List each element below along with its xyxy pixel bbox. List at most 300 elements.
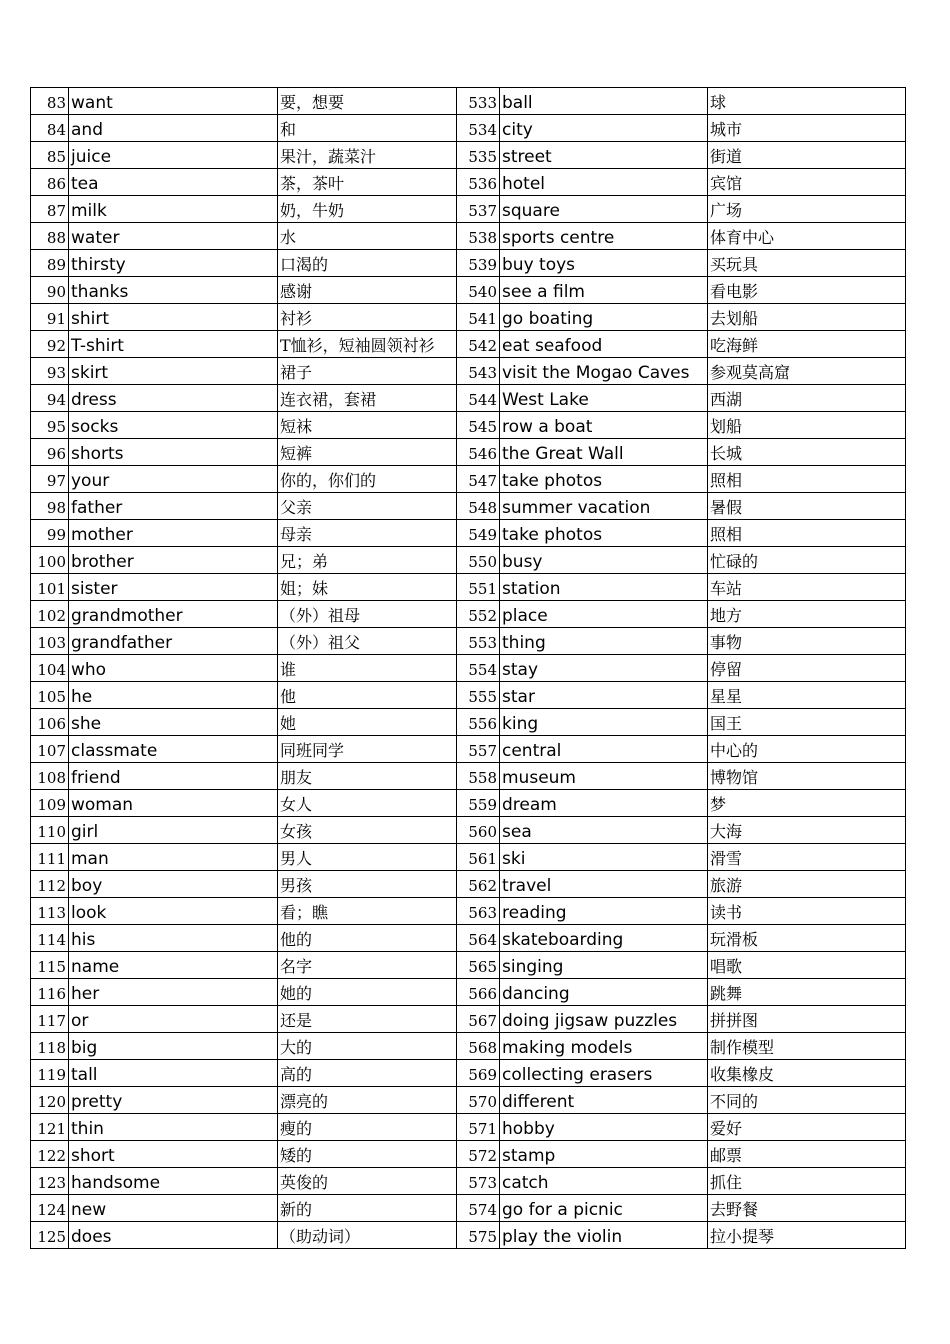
- table-row: [31, 574, 906, 601]
- entry-number: 573: [457, 1168, 500, 1195]
- chinese-meaning: 车站: [708, 574, 906, 601]
- chinese-meaning: 新的: [278, 1195, 457, 1222]
- chinese-meaning: 去划船: [708, 304, 906, 331]
- table-row: [31, 628, 906, 655]
- english-word: man: [69, 844, 278, 871]
- table-row: [31, 736, 906, 763]
- chinese-meaning: 照相: [708, 520, 906, 547]
- english-word: street: [500, 142, 708, 169]
- english-word: look: [69, 898, 278, 925]
- english-word: his: [69, 925, 278, 952]
- entry-number: 116: [31, 979, 69, 1006]
- entry-number: 558: [457, 763, 500, 790]
- chinese-meaning: 体育中心: [708, 223, 906, 250]
- table-row: [31, 277, 906, 304]
- english-word: T-shirt: [69, 331, 278, 358]
- chinese-meaning: 滑雪: [708, 844, 906, 871]
- english-word: singing: [500, 952, 708, 979]
- english-word: play the violin: [500, 1222, 708, 1249]
- entry-number: 96: [31, 439, 69, 466]
- entry-number: 541: [457, 304, 500, 331]
- chinese-meaning: 广场: [708, 196, 906, 223]
- table-row: [31, 844, 906, 871]
- chinese-meaning: 矮的: [278, 1141, 457, 1168]
- entry-number: 95: [31, 412, 69, 439]
- table-row: [31, 196, 906, 223]
- table-row: [31, 169, 906, 196]
- entry-number: 562: [457, 871, 500, 898]
- english-word: the Great Wall: [500, 439, 708, 466]
- entry-number: 119: [31, 1060, 69, 1087]
- chinese-meaning: 中心的: [708, 736, 906, 763]
- english-word: thin: [69, 1114, 278, 1141]
- entry-number: 544: [457, 385, 500, 412]
- chinese-meaning: 照相: [708, 466, 906, 493]
- chinese-meaning: 感谢: [278, 277, 457, 304]
- table-row: [31, 412, 906, 439]
- entry-number: 549: [457, 520, 500, 547]
- entry-number: 564: [457, 925, 500, 952]
- english-word: take photos: [500, 520, 708, 547]
- table-row: [31, 709, 906, 736]
- english-word: station: [500, 574, 708, 601]
- chinese-meaning: 停留: [708, 655, 906, 682]
- table-row: [31, 520, 906, 547]
- english-word: skirt: [69, 358, 278, 385]
- chinese-meaning: 邮票: [708, 1141, 906, 1168]
- english-word: hotel: [500, 169, 708, 196]
- english-word: different: [500, 1087, 708, 1114]
- chinese-meaning: 裙子: [278, 358, 457, 385]
- chinese-meaning: 地方: [708, 601, 906, 628]
- table-row: [31, 493, 906, 520]
- english-word: and: [69, 115, 278, 142]
- table-row: [31, 142, 906, 169]
- entry-number: 565: [457, 952, 500, 979]
- chinese-meaning: 事物: [708, 628, 906, 655]
- entry-number: 94: [31, 385, 69, 412]
- english-word: woman: [69, 790, 278, 817]
- english-word: go boating: [500, 304, 708, 331]
- entry-number: 125: [31, 1222, 69, 1249]
- english-word: he: [69, 682, 278, 709]
- chinese-meaning: 女人: [278, 790, 457, 817]
- chinese-meaning: 姐；妹: [278, 574, 457, 601]
- table-row: [31, 1168, 906, 1195]
- table-row: [31, 250, 906, 277]
- english-word: mother: [69, 520, 278, 547]
- chinese-meaning: 母亲: [278, 520, 457, 547]
- chinese-meaning: 兄；弟: [278, 547, 457, 574]
- entry-number: 550: [457, 547, 500, 574]
- english-word: her: [69, 979, 278, 1006]
- english-word: hobby: [500, 1114, 708, 1141]
- chinese-meaning: 看；瞧: [278, 898, 457, 925]
- english-word: eat seafood: [500, 331, 708, 358]
- chinese-meaning: 城市: [708, 115, 906, 142]
- table-row: [31, 1141, 906, 1168]
- table-row: [31, 925, 906, 952]
- table-row: [31, 979, 906, 1006]
- english-word: she: [69, 709, 278, 736]
- chinese-meaning: 果汁，蔬菜汁: [278, 142, 457, 169]
- english-word: tea: [69, 169, 278, 196]
- chinese-meaning: 大海: [708, 817, 906, 844]
- table-row: [31, 439, 906, 466]
- chinese-meaning: 买玩具: [708, 250, 906, 277]
- english-word: place: [500, 601, 708, 628]
- entry-number: 112: [31, 871, 69, 898]
- english-word: big: [69, 1033, 278, 1060]
- table-row: [31, 817, 906, 844]
- entry-number: 102: [31, 601, 69, 628]
- table-row: [31, 358, 906, 385]
- chinese-meaning: 去野餐: [708, 1195, 906, 1222]
- english-word: visit the Mogao Caves: [500, 358, 708, 385]
- chinese-meaning: 茶，茶叶: [278, 169, 457, 196]
- entry-number: 548: [457, 493, 500, 520]
- entry-number: 114: [31, 925, 69, 952]
- english-word: buy toys: [500, 250, 708, 277]
- table-row: [31, 1195, 906, 1222]
- english-word: father: [69, 493, 278, 520]
- english-word: go for a picnic: [500, 1195, 708, 1222]
- english-word: sister: [69, 574, 278, 601]
- entry-number: 124: [31, 1195, 69, 1222]
- english-word: stay: [500, 655, 708, 682]
- english-word: grandfather: [69, 628, 278, 655]
- entry-number: 106: [31, 709, 69, 736]
- english-word: brother: [69, 547, 278, 574]
- chinese-meaning: 他的: [278, 925, 457, 952]
- english-word: tall: [69, 1060, 278, 1087]
- table-row: [31, 1222, 906, 1249]
- english-word: stamp: [500, 1141, 708, 1168]
- english-word: skateboarding: [500, 925, 708, 952]
- chinese-meaning: 制作模型: [708, 1033, 906, 1060]
- chinese-meaning: 忙碌的: [708, 547, 906, 574]
- entry-number: 566: [457, 979, 500, 1006]
- entry-number: 98: [31, 493, 69, 520]
- entry-number: 110: [31, 817, 69, 844]
- table-row: [31, 1033, 906, 1060]
- english-word: dancing: [500, 979, 708, 1006]
- english-word: shorts: [69, 439, 278, 466]
- table-row: [31, 1114, 906, 1141]
- entry-number: 103: [31, 628, 69, 655]
- entry-number: 561: [457, 844, 500, 871]
- table-row: [31, 898, 906, 925]
- entry-number: 557: [457, 736, 500, 763]
- chinese-meaning: 和: [278, 115, 457, 142]
- english-word: ski: [500, 844, 708, 871]
- chinese-meaning: 同班同学: [278, 736, 457, 763]
- chinese-meaning: 他: [278, 682, 457, 709]
- chinese-meaning: 街道: [708, 142, 906, 169]
- chinese-meaning: 瘦的: [278, 1114, 457, 1141]
- table-row: [31, 466, 906, 493]
- chinese-meaning: 西湖: [708, 385, 906, 412]
- table-row: [31, 763, 906, 790]
- entry-number: 118: [31, 1033, 69, 1060]
- english-word: central: [500, 736, 708, 763]
- chinese-meaning: 水: [278, 223, 457, 250]
- entry-number: 85: [31, 142, 69, 169]
- chinese-meaning: T恤衫，短袖圆领衬衫: [278, 331, 457, 358]
- chinese-meaning: 唱歌: [708, 952, 906, 979]
- chinese-meaning: 口渴的: [278, 250, 457, 277]
- entry-number: 563: [457, 898, 500, 925]
- english-word: pretty: [69, 1087, 278, 1114]
- chinese-meaning: 收集橡皮: [708, 1060, 906, 1087]
- chinese-meaning: 衬衫: [278, 304, 457, 331]
- entry-number: 90: [31, 277, 69, 304]
- english-word: ball: [500, 88, 708, 115]
- chinese-meaning: 她的: [278, 979, 457, 1006]
- entry-number: 543: [457, 358, 500, 385]
- entry-number: 108: [31, 763, 69, 790]
- english-word: who: [69, 655, 278, 682]
- chinese-meaning: 爱好: [708, 1114, 906, 1141]
- english-word: king: [500, 709, 708, 736]
- chinese-meaning: 看电影: [708, 277, 906, 304]
- entry-number: 123: [31, 1168, 69, 1195]
- chinese-meaning: 读书: [708, 898, 906, 925]
- chinese-meaning: （外）祖母: [278, 601, 457, 628]
- chinese-meaning: 拉小提琴: [708, 1222, 906, 1249]
- english-word: grandmother: [69, 601, 278, 628]
- chinese-meaning: 谁: [278, 655, 457, 682]
- english-word: busy: [500, 547, 708, 574]
- entry-number: 534: [457, 115, 500, 142]
- entry-number: 120: [31, 1087, 69, 1114]
- english-word: dress: [69, 385, 278, 412]
- table-row: [31, 547, 906, 574]
- entry-number: 99: [31, 520, 69, 547]
- chinese-meaning: 连衣裙，套裙: [278, 385, 457, 412]
- entry-number: 121: [31, 1114, 69, 1141]
- entry-number: 109: [31, 790, 69, 817]
- entry-number: 568: [457, 1033, 500, 1060]
- english-word: milk: [69, 196, 278, 223]
- chinese-meaning: 她: [278, 709, 457, 736]
- entry-number: 113: [31, 898, 69, 925]
- table-row: [31, 88, 906, 115]
- chinese-meaning: 梦: [708, 790, 906, 817]
- entry-number: 572: [457, 1141, 500, 1168]
- entry-number: 87: [31, 196, 69, 223]
- entry-number: 97: [31, 466, 69, 493]
- chinese-meaning: 男孩: [278, 871, 457, 898]
- english-word: water: [69, 223, 278, 250]
- english-word: classmate: [69, 736, 278, 763]
- entry-number: 117: [31, 1006, 69, 1033]
- entry-number: 104: [31, 655, 69, 682]
- entry-number: 100: [31, 547, 69, 574]
- english-word: catch: [500, 1168, 708, 1195]
- chinese-meaning: 父亲: [278, 493, 457, 520]
- chinese-meaning: 大的: [278, 1033, 457, 1060]
- table-row: [31, 655, 906, 682]
- entry-number: 553: [457, 628, 500, 655]
- chinese-meaning: 宾馆: [708, 169, 906, 196]
- chinese-meaning: 跳舞: [708, 979, 906, 1006]
- entry-number: 86: [31, 169, 69, 196]
- english-word: summer vacation: [500, 493, 708, 520]
- table-row: [31, 115, 906, 142]
- english-word: girl: [69, 817, 278, 844]
- entry-number: 83: [31, 88, 69, 115]
- entry-number: 547: [457, 466, 500, 493]
- entry-number: 107: [31, 736, 69, 763]
- entry-number: 575: [457, 1222, 500, 1249]
- table-row: [31, 1060, 906, 1087]
- english-word: star: [500, 682, 708, 709]
- table-row: [31, 304, 906, 331]
- entry-number: 93: [31, 358, 69, 385]
- english-word: friend: [69, 763, 278, 790]
- english-word: thanks: [69, 277, 278, 304]
- entry-number: 537: [457, 196, 500, 223]
- entry-number: 567: [457, 1006, 500, 1033]
- entry-number: 571: [457, 1114, 500, 1141]
- chinese-meaning: 参观莫高窟: [708, 358, 906, 385]
- chinese-meaning: 博物馆: [708, 763, 906, 790]
- english-word: doing jigsaw puzzles: [500, 1006, 708, 1033]
- english-word: sea: [500, 817, 708, 844]
- table-row: [31, 223, 906, 250]
- chinese-meaning: 划船: [708, 412, 906, 439]
- chinese-meaning: 女孩: [278, 817, 457, 844]
- entry-number: 538: [457, 223, 500, 250]
- table-row: [31, 601, 906, 628]
- entry-number: 533: [457, 88, 500, 115]
- entry-number: 115: [31, 952, 69, 979]
- english-word: juice: [69, 142, 278, 169]
- chinese-meaning: 拼拼图: [708, 1006, 906, 1033]
- english-word: take photos: [500, 466, 708, 493]
- chinese-meaning: 你的，你们的: [278, 466, 457, 493]
- english-word: square: [500, 196, 708, 223]
- chinese-meaning: 球: [708, 88, 906, 115]
- entry-number: 554: [457, 655, 500, 682]
- table-row: [31, 952, 906, 979]
- english-word: or: [69, 1006, 278, 1033]
- chinese-meaning: 朋友: [278, 763, 457, 790]
- entry-number: 552: [457, 601, 500, 628]
- english-word: shirt: [69, 304, 278, 331]
- chinese-meaning: （助动词）: [278, 1222, 457, 1249]
- english-word: thirsty: [69, 250, 278, 277]
- entry-number: 88: [31, 223, 69, 250]
- entry-number: 546: [457, 439, 500, 466]
- english-word: dream: [500, 790, 708, 817]
- chinese-meaning: 男人: [278, 844, 457, 871]
- chinese-meaning: 奶，牛奶: [278, 196, 457, 223]
- english-word: sports centre: [500, 223, 708, 250]
- chinese-meaning: 星星: [708, 682, 906, 709]
- entry-number: 555: [457, 682, 500, 709]
- entry-number: 84: [31, 115, 69, 142]
- chinese-meaning: 吃海鲜: [708, 331, 906, 358]
- table-row: [31, 790, 906, 817]
- english-word: row a boat: [500, 412, 708, 439]
- english-word: want: [69, 88, 278, 115]
- vocabulary-table: [30, 87, 906, 1249]
- english-word: thing: [500, 628, 708, 655]
- english-word: short: [69, 1141, 278, 1168]
- chinese-meaning: 高的: [278, 1060, 457, 1087]
- entry-number: 89: [31, 250, 69, 277]
- entry-number: 574: [457, 1195, 500, 1222]
- english-word: see a film: [500, 277, 708, 304]
- chinese-meaning: 玩滑板: [708, 925, 906, 952]
- chinese-meaning: 要，想要: [278, 88, 457, 115]
- english-word: making models: [500, 1033, 708, 1060]
- chinese-meaning: 短袜: [278, 412, 457, 439]
- english-word: socks: [69, 412, 278, 439]
- english-word: new: [69, 1195, 278, 1222]
- english-word: collecting erasers: [500, 1060, 708, 1087]
- english-word: reading: [500, 898, 708, 925]
- chinese-meaning: 旅游: [708, 871, 906, 898]
- entry-number: 545: [457, 412, 500, 439]
- chinese-meaning: 抓住: [708, 1168, 906, 1195]
- chinese-meaning: 国王: [708, 709, 906, 736]
- entry-number: 111: [31, 844, 69, 871]
- entry-number: 539: [457, 250, 500, 277]
- chinese-meaning: 漂亮的: [278, 1087, 457, 1114]
- english-word: West Lake: [500, 385, 708, 412]
- entry-number: 122: [31, 1141, 69, 1168]
- entry-number: 551: [457, 574, 500, 601]
- chinese-meaning: 不同的: [708, 1087, 906, 1114]
- english-word: does: [69, 1222, 278, 1249]
- table-row: [31, 385, 906, 412]
- english-word: boy: [69, 871, 278, 898]
- chinese-meaning: 短裤: [278, 439, 457, 466]
- entry-number: 556: [457, 709, 500, 736]
- english-word: travel: [500, 871, 708, 898]
- entry-number: 540: [457, 277, 500, 304]
- vocabulary-table-body: [31, 88, 906, 1249]
- entry-number: 105: [31, 682, 69, 709]
- chinese-meaning: 还是: [278, 1006, 457, 1033]
- english-word: handsome: [69, 1168, 278, 1195]
- chinese-meaning: 英俊的: [278, 1168, 457, 1195]
- chinese-meaning: （外）祖父: [278, 628, 457, 655]
- english-word: museum: [500, 763, 708, 790]
- entry-number: 101: [31, 574, 69, 601]
- chinese-meaning: 暑假: [708, 493, 906, 520]
- table-row: [31, 1087, 906, 1114]
- table-row: [31, 1006, 906, 1033]
- chinese-meaning: 名字: [278, 952, 457, 979]
- table-row: [31, 682, 906, 709]
- entry-number: 92: [31, 331, 69, 358]
- entry-number: 536: [457, 169, 500, 196]
- table-row: [31, 331, 906, 358]
- chinese-meaning: 长城: [708, 439, 906, 466]
- english-word: city: [500, 115, 708, 142]
- english-word: your: [69, 466, 278, 493]
- table-row: [31, 871, 906, 898]
- entry-number: 542: [457, 331, 500, 358]
- entry-number: 569: [457, 1060, 500, 1087]
- entry-number: 570: [457, 1087, 500, 1114]
- entry-number: 535: [457, 142, 500, 169]
- english-word: name: [69, 952, 278, 979]
